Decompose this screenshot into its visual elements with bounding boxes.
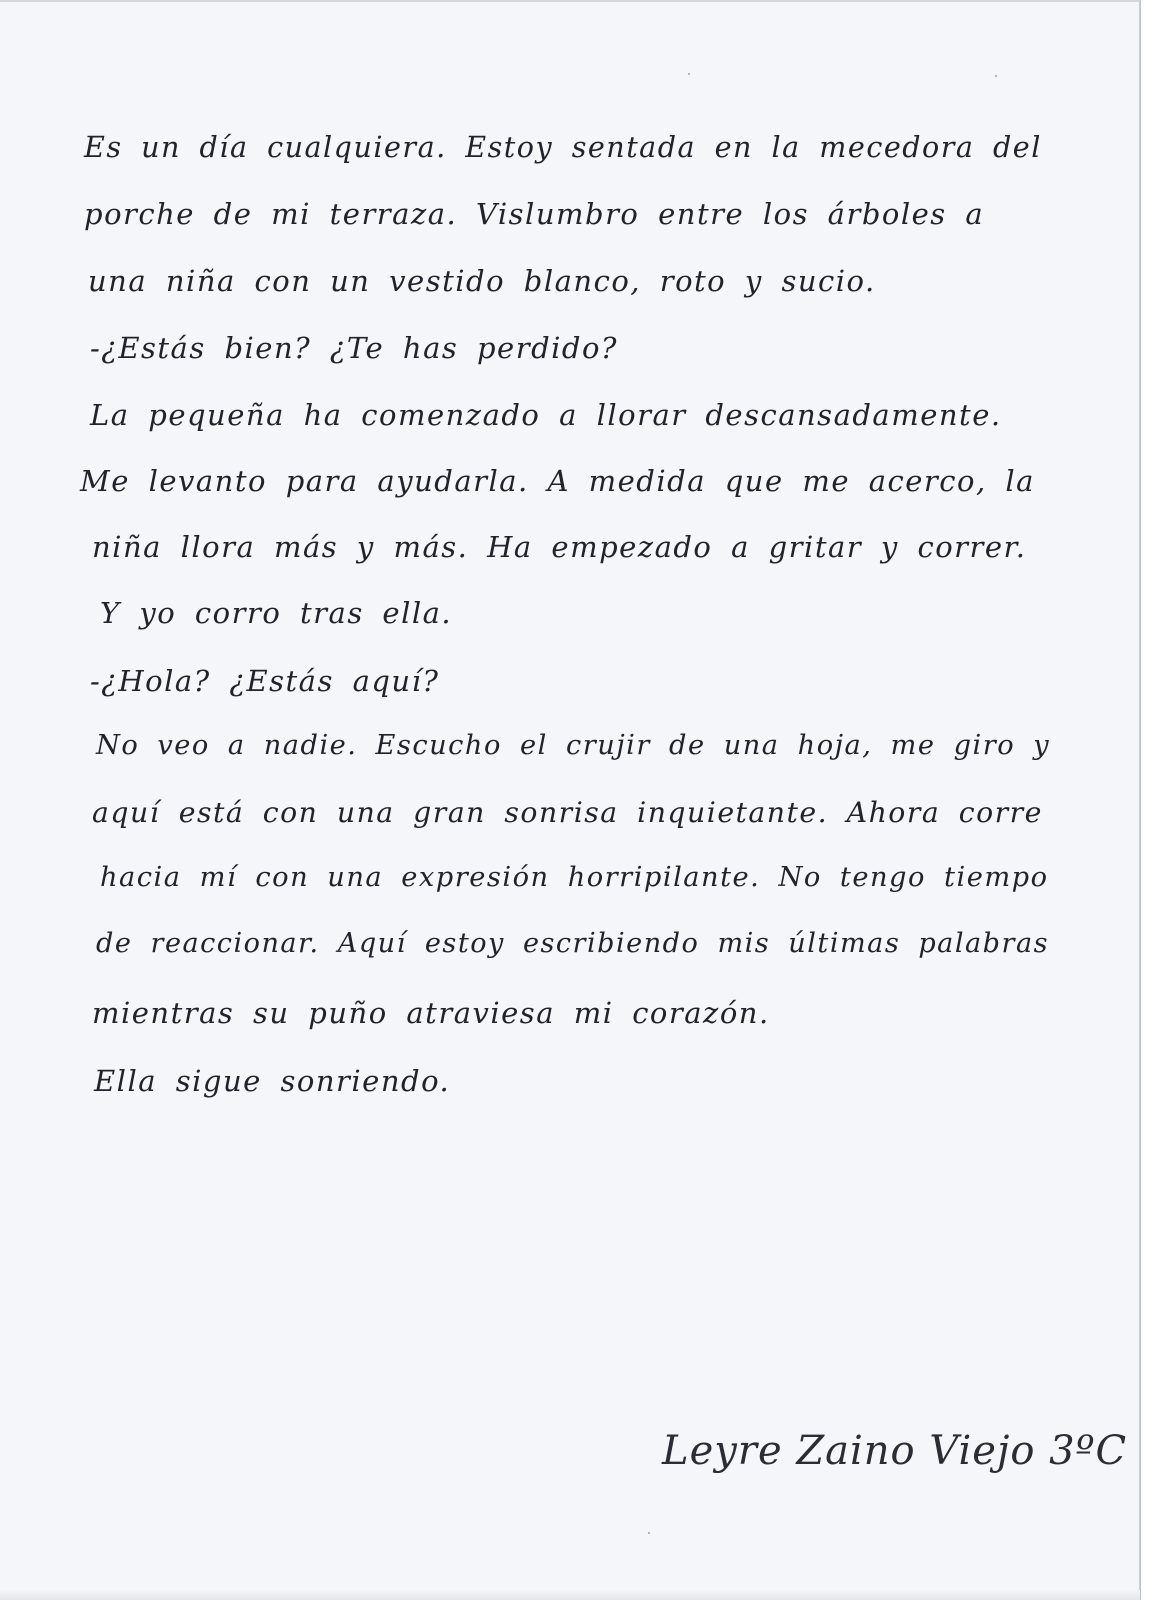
author-signature: Leyre Zaino Viejo 3ºC [662, 1428, 1128, 1474]
text-line-10: No veo a nadie. Escucho el crujir de una hoja, me giro y [96, 730, 1051, 761]
page-top-edge [0, 0, 1140, 2]
text-line-11: aquí está con una gran sonrisa inquietante. Ahora corre [92, 796, 1043, 829]
text-line-8: Y yo corro tras ella. [100, 596, 453, 630]
text-line-14: mientras su puño atraviesa mi corazón. [92, 996, 770, 1030]
text-line-9: -¿Hola? ¿Estás aquí? [90, 664, 440, 698]
page-bottom-edge [0, 1590, 1140, 1600]
text-line-5: La pequeña ha comenzado a llorar descansadamente. [90, 398, 1002, 432]
text-line-4: -¿Estás bien? ¿Te has perdido? [90, 331, 618, 365]
text-line-6: Me levanto para ayudarla. A medida que me acerco, la [80, 464, 1035, 498]
text-line-7: niña llora más y más. Ha empezado a gritar y correr. [92, 530, 1027, 564]
paper-speck [648, 1532, 650, 1534]
paper-speck [688, 73, 690, 75]
text-line-15: Ella sigue sonriendo. [94, 1064, 451, 1098]
text-line-3: una niña con un vestido blanco, roto y sucio. [88, 264, 876, 298]
text-line-2: porche de mi terraza. Vislumbro entre los árboles a [84, 197, 985, 231]
text-line-1: Es un día cualquiera. Estoy sentada en la mecedora del [84, 130, 1042, 164]
scan-margin [1140, 0, 1162, 1600]
paper-speck [995, 75, 997, 77]
text-line-12: hacia mí con una expresión horripilante. No tengo tiempo [100, 862, 1049, 893]
text-line-13: de reaccionar. Aquí estoy escribiendo mis últimas palabras [96, 928, 1050, 959]
